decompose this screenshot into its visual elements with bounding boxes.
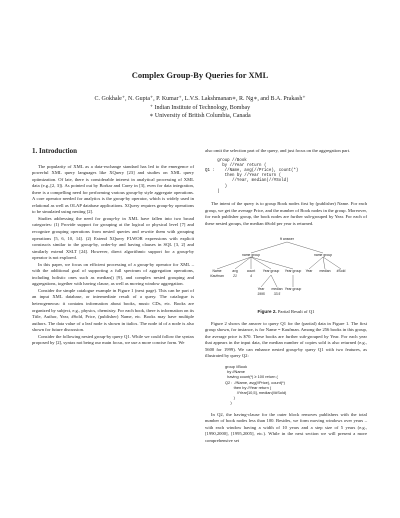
figure-caption-text: Partial Result of Q1: [277, 309, 315, 315]
left-column: [32, 148, 194, 347]
paper-title: Complex Group-By Queries for XML: [131, 70, 269, 80]
paragraph: In this paper, we focus on efficient processing of a group-by operator for XML – with the additional goal of supporting a full spectrum of aggregation operations, including holistic ones such as median() [9], and complex nested grouping and aggregations, together with having clause, as well as moving window aggregation.: [32, 261, 194, 287]
query-line: ): [205, 184, 228, 189]
query-line: having count(*) ≥ 100 return (: [225, 374, 278, 380]
paragraph: In Q2, the having-clause for the outer block removes publishers with the total number of book nodes less than 100. Besides, we form moving windows over years – with each window having a width of 10 years and a step size of 5 years (e.g., [1990,2000], [1995,2005], etc.). While in the next section we will present a more comprehensive set: [205, 411, 367, 443]
tree-leaf-label: Name: [212, 269, 222, 274]
figure-caption-label: Figure 2.: [257, 309, 277, 315]
query-line: //Year[10,5], median(//#Sold): [225, 390, 287, 395]
tree-leaf-label: Year: [305, 269, 313, 274]
affiliation-1: ⁺ Indian Institute of Technology, Bombay: [149, 104, 251, 111]
tree-leaf-label: Year group: [284, 269, 302, 274]
paragraph: Consider the simple catalogue example in Figure 1 (next page). This can be part of an input XML database, or intermediate result of a query. The catalogue is heterogeneous: it contains information about books, music CDs, etc. Books are organized by subject, e.g., physics, chemistry. For each book, there is information on its Title, Author, Year, #Sold, Price, (publisher) Name, etc. Books may have multiple authors. The data value of a leaf node is shown in italics. The node id of a node is also shown for future discussion.: [32, 287, 194, 333]
tree-sub-value: 1995: [257, 292, 265, 297]
tree-sub-label: median: [271, 287, 283, 292]
query-line: Q2 : //Name, avg(//Price), count(*): [225, 379, 285, 385]
query-line: by //Name: [225, 369, 245, 375]
query-q2: [225, 364, 367, 406]
tree-leaf-value: Kaufman: [210, 274, 224, 279]
result-tree-diagram: [205, 233, 367, 307]
tree-sub-label: Year group: [284, 287, 302, 292]
tree-leaf-label: Year group: [262, 269, 280, 274]
figure-caption: [205, 309, 367, 316]
query-line: ): [205, 189, 220, 194]
section-heading: 1. Introduction: [32, 147, 77, 155]
tree-sub-label: Year: [257, 287, 265, 292]
paragraph: Consider the following nested group-by query Q1. While we could follow the syntax proposed by [2], syntax not being our main focus, we use a more concise form. We: [32, 333, 194, 346]
paragraph: Figure 2 shows the answer to query Q1 for the (partial) data in Figure 1. The first group shown, for instance, is for Name = Kaufman. Among the 256 books in this group, the average price is $70. These books are further sub-grouped by Year. For each year that appears in the input data, the median number of copies sold is also returned (e.g., 5600 for 1999). We can enhance nested group-by query Q1 with two features, as illustrated by query Q2:: [205, 320, 367, 359]
paragraph: The intent of the query is to group Book nodes first by (publisher) Name. For each group, we get the average Price, and the number of Book nodes in the group. Moreover, for each publisher group, the book nodes are further sub-grouped by Year. For each of these nested groups, the median #Sold per year is returned.: [205, 200, 367, 226]
figure-partial-result: [205, 233, 367, 307]
query-line: then by //Year return (: [225, 384, 272, 390]
query-line: //Year, median(//#Sold): [205, 179, 289, 184]
author-block: [0, 95, 400, 121]
tree-leaf-label: #Sold: [336, 269, 346, 274]
tree-leaf-value: 4: [250, 274, 252, 279]
query-line: group //Book: [205, 158, 247, 163]
query-line: then by //Year return (: [205, 174, 282, 179]
tree-sub-value: 33.5: [273, 292, 281, 297]
tree-group-label: name group: [241, 253, 261, 258]
affiliation-2: ∗ University of British Columbia, Canada: [149, 113, 251, 120]
tree-leaf-label: avg: [232, 269, 238, 274]
tree-leaf-value: 21: [233, 274, 237, 279]
query-line: by //Year return (: [205, 163, 267, 168]
paragraph: Studies addressing the need for group-by in XML have fallen into two broad categories: (1) Provide support for grouping at the logical or physical level [7] and recognize grouping operations from nested queries and rewrite them with grouping operations [5, 6, 10, 14]. (2) Extend XQuery FLWOR expressions with explicit constructs similar to the group-by, order-by and having clauses in SQL [3, 2] and similarly extend XSLT [24]. However, direct algorithmic support for a group-by operator is not explored.: [32, 215, 194, 261]
tree-leaf-label: count: [246, 269, 256, 274]
tree-leaf-label: median: [319, 269, 331, 274]
paragraph: The popularity of XML as a data-exchange standard has led to the emergence of powerful XML query languages like XQuery [23] and studies on XML query optimization. Of late, there is considerable interest in analytical processing of XML data (e.g.,[2, 3]). As pointed out by Borkar and Carey in [3], even for data integration, there is a compelling need for performing various group-by style aggregate operations. A core operator needed for analytics is the group-by operator, which is widely used in relational as well as OLAP database applications. XQuery requires group-by operations to be simulated using nesting [2].: [32, 163, 194, 215]
query-q1: [205, 159, 367, 195]
query-line: ): [225, 400, 232, 406]
authors: C. Gokhale⁺, N. Gupta⁺, P. Kumar⁺, L.V.S. Lakshmanan∗, R. Ng∗, and B.A. Prakash⁺: [94, 96, 306, 102]
tree-group-label: name group: [313, 253, 333, 258]
query-line: Q1 : //Name, avg(//Price), count(*): [205, 168, 299, 173]
paragraph: also omit the selection part of the query, and just focus on the aggregation part.: [205, 148, 351, 153]
tree-root-label: ft answer: [280, 237, 294, 242]
right-column: [205, 148, 367, 444]
query-line: group //Book: [225, 363, 248, 369]
query-line: ): [225, 395, 235, 401]
